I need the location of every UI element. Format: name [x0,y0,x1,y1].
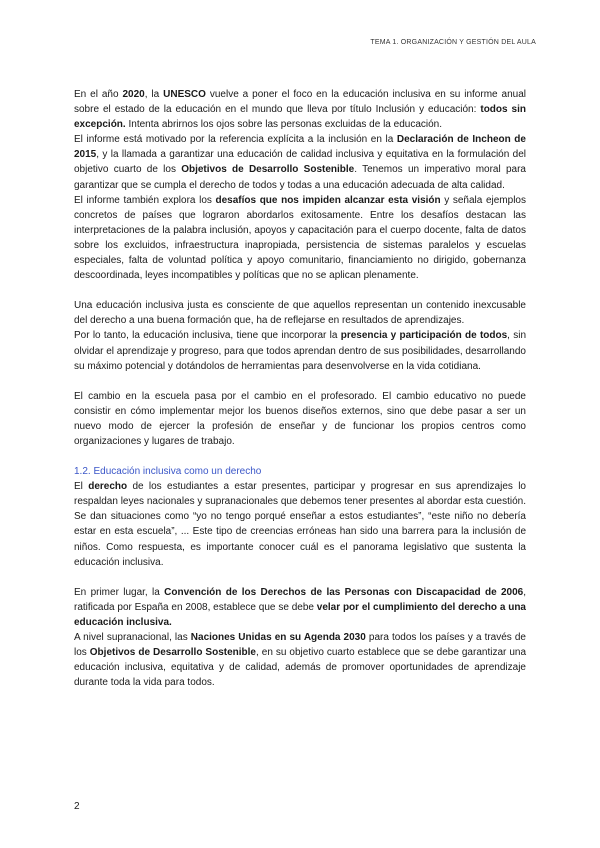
paragraph: Por lo tanto, la educación inclusiva, tiene que incorporar la presencia y participación de todos, sin olvidar el aprendizaje y progreso, para que todos aprendan dentro de sus posibilidades, desarrollando su máximo potencial y dotándolos de herramientas para desenvolverse en la vida cotidiana. [74,330,527,372]
body-text [74,87,526,690]
section-heading: 1.2. Educación inclusiva como un derecho [74,466,262,478]
running-header: TEMA 1. ORGANIZACIÓN Y GESTIÓN DEL AULA [370,39,536,46]
paragraph: Una educación inclusiva justa es consciente de que aquellos representan un contenido inexcusable del derecho a una buena formación que, ha de reflejarse en resultados de aprendizajes. [74,300,526,327]
page-number: 2 [74,801,80,812]
paragraph: El cambio en la escuela pasa por el cambio en el profesorado. El cambio educativo no puede consistir en cómo implementar mejor los buenos diseños externos, sino que debe pasar a ser un nuevo modo de ejercer la profesión de enseñar y de funcionar los propios centros como organizaciones y lugares de trabajo. [74,390,526,447]
paragraph: El informe está motivado por la referencia explícita a la inclusión en la Declaración de Incheon de 2015, y la llamada a garantizar una educación de calidad inclusiva y equitativa en la formulación del objetivo cuarto de los Objetivos de Desarrollo Sostenible. Tenemos un imperativo moral para garantizar que se cumpla el derecho de todos y todas a una educación adecuada de alta calidad. [74,134,526,191]
paragraph: A nivel supranacional, las Naciones Unidas en su Agenda 2030 para todos los países y a través de los Objetivos de Desarrollo Sostenible, en su objetivo cuarto establece que se debe garantizar una educación inclusiva, equitativa y de calidad, además de promover oportunidades de aprendizaje durante toda la vida para todos. [74,632,527,689]
paragraph: El derecho de los estudiantes a estar presentes, participar y progresar en sus aprendizajes lo respaldan leyes nacionales y supranacionales que debemos tener presentes al abordar esta cuestión. Se dan situaciones como “yo no tengo porqué enseñar a estos estudiantes”, “este niño no debería estar en esta escuela”, ... Este tipo de creencias erróneas han sido una barrera para la inclusión de niños. Como respuesta, es importante conocer cuál es el panorama legislativo que sustenta la educación inclusiva. [74,481,526,568]
paragraph: En primer lugar, la Convención de los Derechos de las Personas con Discapacidad de 2006, ratificada por España en 2008, establece que se debe velar por el cumplimiento del derecho a una educación inclusiva. [74,586,527,628]
paragraph: El informe también explora los desafíos que nos impiden alcanzar esta visión y señala ejemplos concretos de países que lograron abordarlos exitosamente. Entre los desafíos destacan las interpretaciones de la palabra inclusión, apoyos y capacitación para el cuerpo docente, falta de datos sobre los excluidos, infraestructura inapropiada, persistencia de sistemas paralelos y escuelas especiales, falta de voluntad política y apoyo comunitario, financiamiento no dirigido, gobernanza descoordinada, leyes incompatibles y políticas que no se aplican plenamente. [74,194,526,282]
paragraph: En el año 2020, la UNESCO vuelve a poner el foco en la educación inclusiva en su informe anual sobre el estado de la educación en el mundo que lleva por título Inclusión y educación: todos sin excepción. Intenta abrirnos los ojos sobre las personas excluidas de la educación. [74,89,526,131]
